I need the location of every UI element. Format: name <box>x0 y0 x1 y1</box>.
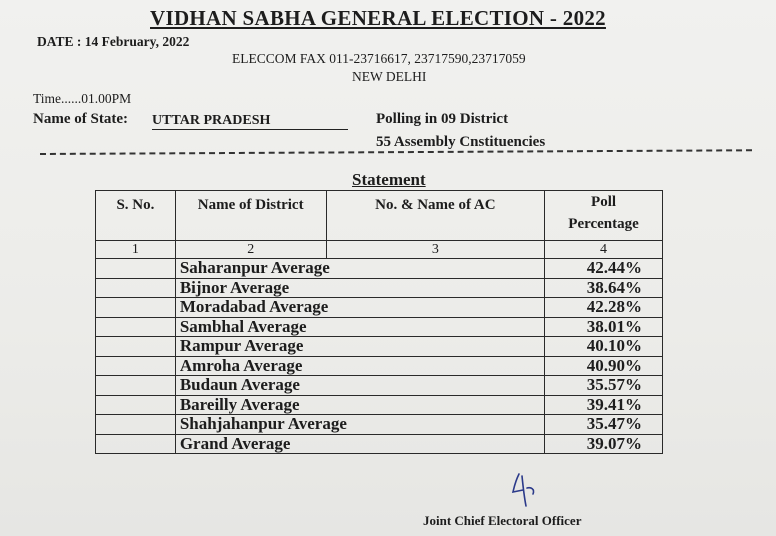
district-name-cell: Rampur Average <box>175 337 544 357</box>
officer-title: Joint Chief Electoral Officer <box>423 513 582 528</box>
poll-percentage-cell: 42.44% <box>545 259 663 279</box>
district-name-cell: Amroha Average <box>175 356 544 376</box>
sno-cell <box>96 337 176 357</box>
fax-line: ELECCOM FAX 011-23716617, 23717590,23717059 <box>232 51 526 66</box>
poll-percentage-cell: 35.47% <box>545 415 663 435</box>
table-row <box>96 298 663 318</box>
table-row <box>96 415 663 435</box>
sno-cell <box>96 317 176 337</box>
index-cell: 4 <box>545 241 663 259</box>
sno-cell <box>96 278 176 298</box>
index-row <box>96 241 663 259</box>
sno-cell <box>96 356 176 376</box>
sno-cell <box>96 376 176 396</box>
table-row <box>96 317 663 337</box>
district-name-cell: Grand Average <box>175 434 544 454</box>
poll-percentage-cell: 35.57% <box>545 376 663 396</box>
district-name-cell: Moradabad Average <box>175 298 544 318</box>
poll-statement-table <box>95 190 663 454</box>
table-header-row <box>96 191 663 241</box>
poll-percentage-cell: 42.28% <box>545 298 663 318</box>
sno-cell <box>96 434 176 454</box>
district-name-cell: Saharanpur Average <box>175 259 544 279</box>
state-label: Name of State: <box>33 111 128 127</box>
sno-cell <box>96 259 176 279</box>
column-header-poll-percentage: Poll Percentage <box>545 191 663 241</box>
time: Time......01.00PM <box>33 91 132 106</box>
district-name-cell: Shahjahanpur Average <box>175 415 544 435</box>
column-header-sno: S. No. <box>96 191 176 241</box>
table-row <box>96 376 663 396</box>
district-name-cell: Bijnor Average <box>175 278 544 298</box>
column-header-ac: No. & Name of AC <box>326 191 545 241</box>
document-title: VIDHAN SABHA GENERAL ELECTION - 2022 <box>150 6 606 30</box>
table-row <box>96 356 663 376</box>
city: NEW DELHI <box>352 69 427 84</box>
district-name-cell: Sambhal Average <box>175 317 544 337</box>
poll-percentage-cell: 38.01% <box>545 317 663 337</box>
signature-mark <box>505 470 545 510</box>
assembly-constituencies: 55 Assembly Cnstituencies <box>376 134 546 150</box>
date: DATE : 14 February, 2022 <box>37 34 190 49</box>
poll-percentage-cell: 40.90% <box>545 356 663 376</box>
table-row <box>96 259 663 279</box>
sno-cell <box>96 298 176 318</box>
table-row <box>96 337 663 357</box>
index-cell: 3 <box>326 241 545 259</box>
table-row <box>96 434 663 454</box>
index-cell: 1 <box>96 241 176 259</box>
poll-percentage-cell: 38.64% <box>545 278 663 298</box>
district-name-cell: Budaun Average <box>175 376 544 396</box>
index-cell: 2 <box>175 241 326 259</box>
state-value: UTTAR PRADESH <box>152 113 348 130</box>
table-row <box>96 395 663 415</box>
poll-percentage-cell: 39.41% <box>545 395 663 415</box>
district-name-cell: Bareilly Average <box>175 395 544 415</box>
polling-districts: Polling in 09 District <box>376 111 509 127</box>
poll-percentage-cell: 39.07% <box>545 434 663 454</box>
sno-cell <box>96 415 176 435</box>
poll-percentage-cell: 40.10% <box>545 337 663 357</box>
table-row <box>96 278 663 298</box>
sno-cell <box>96 395 176 415</box>
column-header-district: Name of District <box>175 191 326 241</box>
statement-title: Statement <box>352 170 426 189</box>
